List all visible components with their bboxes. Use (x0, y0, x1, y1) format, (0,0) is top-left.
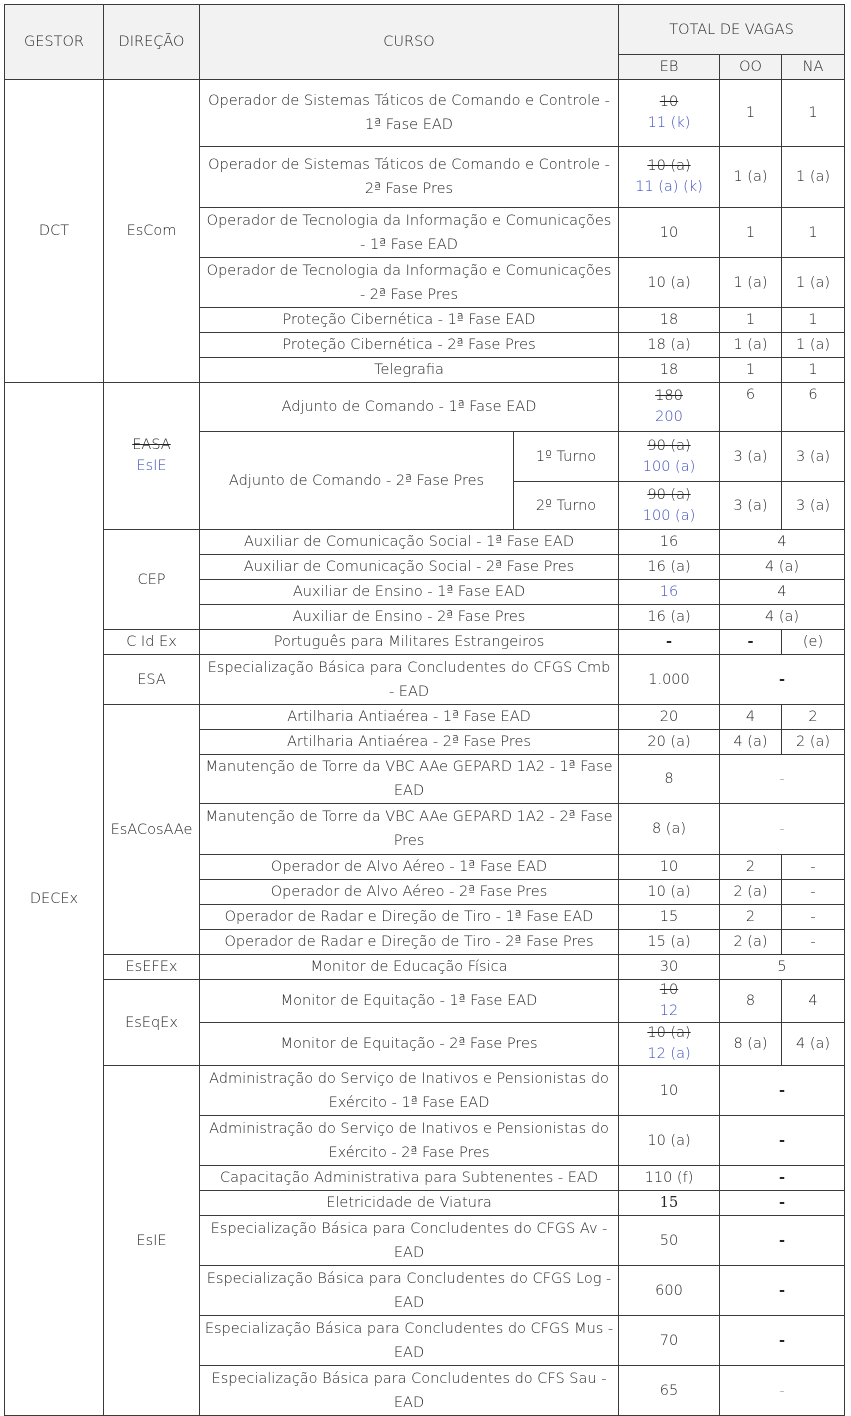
oo-na-cell: - (720, 1166, 845, 1191)
curso-cell: Adjunto de Comando - 1ª Fase EAD (200, 383, 619, 432)
curso-cell: Operador de Tecnologia da Informação e Comunicações - 2ª Fase Pres (200, 258, 619, 308)
eb-cell: 15 (619, 1191, 720, 1216)
oo-na-cell: - (720, 1366, 845, 1416)
eb-old-value: 10 (659, 94, 679, 110)
eb-cell: 70 (619, 1316, 720, 1366)
eb-old-value: 90 (a) (647, 437, 691, 454)
oo-cell: - (720, 630, 782, 655)
curso-cell: Especialização Básica para Concludentes do CFGS Log - EAD (200, 1266, 619, 1316)
turno-cell: 2º Turno (514, 482, 619, 530)
table-row (5, 1066, 845, 1116)
direcao-old-value: EASA (132, 437, 171, 453)
oo-na-cell: 4 (a) (720, 605, 845, 630)
curso-cell: Auxiliar de Comunicação Social - 2ª Fase Pres (200, 555, 619, 580)
eb-cell: 1.000 (619, 655, 720, 705)
curso-cell: Eletricidade de Viatura (200, 1191, 619, 1216)
oo-na-cell: - (720, 1066, 845, 1116)
header-oo: OO (720, 55, 782, 80)
curso-cell: Auxiliar de Ensino - 1ª Fase EAD (200, 580, 619, 605)
na-cell: (e) (782, 630, 845, 655)
curso-cell: Auxiliar de Comunicação Social - 1ª Fase EAD (200, 530, 619, 555)
curso-cell: Proteção Cibernética - 2ª Fase Pres (200, 333, 619, 358)
oo-na-cell: 4 (720, 530, 845, 555)
eb-cell: 16 (a) (619, 555, 720, 580)
oo-cell: 1 (a) (720, 258, 782, 308)
direcao-cell: CEP (104, 530, 200, 630)
na-cell: 6 (782, 383, 845, 432)
curso-cell: Operador de Alvo Aéreo - 2ª Fase Pres (200, 880, 619, 905)
oo-cell: 1 (720, 80, 782, 147)
na-cell: 1 (782, 80, 845, 147)
eb-cell: 8 (a) (619, 804, 720, 855)
eb-new-value: 11 (a) (k) (635, 179, 703, 195)
eb-cell: 10 (619, 1066, 720, 1116)
oo-cell: 3 (a) (720, 432, 782, 482)
eb-cell (619, 580, 720, 605)
curso-cell: Especialização Básica para Concludentes do CFGS Cmb - EAD (200, 655, 619, 705)
header-curso: CURSO (200, 5, 619, 80)
curso-cell: Operador de Tecnologia da Informação e Comunicações - 1ª Fase EAD (200, 208, 619, 258)
header-row-1 (5, 5, 845, 55)
eb-old-value: 10 (a) (647, 1025, 691, 1041)
gestor-cell: DCT (5, 80, 104, 383)
curso-cell: Especialização Básica para Concludentes do CFGS Mus - EAD (200, 1316, 619, 1366)
header-na: NA (782, 55, 845, 80)
na-cell: 3 (a) (782, 432, 845, 482)
direcao-cell: C Id Ex (104, 630, 200, 655)
curso-cell: Monitor de Equitação - 1ª Fase EAD (200, 980, 619, 1023)
oo-cell: 1 (720, 358, 782, 383)
eb-cell: 15 (a) (619, 930, 720, 955)
eb-old-value: 90 (a) (647, 486, 691, 503)
curso-cell: Capacitação Administrativa para Subtenentes - EAD (200, 1166, 619, 1191)
direcao-cell (104, 383, 200, 530)
eb-new-value: 200 (655, 409, 683, 425)
oo-na-cell: 4 (a) (720, 555, 845, 580)
curso-cell: Auxiliar de Ensino - 2ª Fase Pres (200, 605, 619, 630)
curso-cell: Artilharia Antiaérea - 1ª Fase EAD (200, 705, 619, 730)
eb-cell: 20 (619, 705, 720, 730)
oo-cell: 1 (720, 208, 782, 258)
header-direcao: DIREÇÃO (104, 5, 200, 80)
eb-cell (619, 980, 720, 1023)
na-cell: 1 (782, 358, 845, 383)
header-gestor: GESTOR (5, 5, 104, 80)
eb-cell: 50 (619, 1216, 720, 1266)
curso-cell: Operador de Alvo Aéreo - 1ª Fase EAD (200, 855, 619, 880)
curso-cell: Operador de Radar e Direção de Tiro - 2ª Fase Pres (200, 930, 619, 955)
turno-cell: 1º Turno (514, 432, 619, 482)
eb-cell: 30 (619, 955, 720, 980)
curso-cell: Adjunto de Comando - 2ª Fase Pres (200, 432, 514, 530)
table-row (5, 980, 845, 1023)
oo-na-cell: - (720, 755, 845, 804)
header-total-vagas: TOTAL DE VAGAS (619, 5, 845, 55)
na-cell: 1 (a) (782, 333, 845, 358)
curso-cell: Artilharia Antiaérea - 2ª Fase Pres (200, 730, 619, 755)
curso-cell: Monitor de Educação Física (200, 955, 619, 980)
eb-old-value: 180 (655, 388, 683, 404)
na-cell: 3 (a) (782, 482, 845, 530)
eb-new-value: 100 (a) (642, 458, 696, 475)
eb-cell: 10 (a) (619, 258, 720, 308)
oo-na-cell: - (720, 655, 845, 705)
oo-cell: 6 (720, 383, 782, 432)
oo-na-cell: 4 (720, 580, 845, 605)
eb-cell (619, 1023, 720, 1066)
eb-cell: 8 (619, 755, 720, 804)
eb-cell: 16 (619, 530, 720, 555)
curso-cell: Proteção Cibernética - 1ª Fase EAD (200, 308, 619, 333)
eb-cell: 10 (619, 208, 720, 258)
curso-cell: Manutenção de Torre da VBC AAe GEPARD 1A2 - 1ª Fase EAD (200, 755, 619, 804)
na-cell: 2 (782, 705, 845, 730)
oo-na-cell: - (720, 1116, 845, 1166)
oo-cell: 1 (720, 308, 782, 333)
eb-cell: 10 (a) (619, 880, 720, 905)
eb-old-value: 10 (659, 982, 679, 998)
eb-new-value: 100 (a) (642, 507, 696, 524)
direcao-cell: EsCom (104, 80, 200, 383)
na-cell: 4 (782, 980, 845, 1023)
oo-na-cell: - (720, 1216, 845, 1266)
na-cell: - (782, 880, 845, 905)
eb-cell: 20 (a) (619, 730, 720, 755)
table-row (5, 80, 845, 147)
eb-new-value: 16 (659, 584, 679, 600)
curso-cell: Manutenção de Torre da VBC AAe GEPARD 1A2 - 2ª Fase Pres (200, 804, 619, 855)
eb-new-value: 12 (659, 1003, 679, 1019)
oo-na-cell: 5 (720, 955, 845, 980)
oo-cell: 1 (a) (720, 333, 782, 358)
oo-na-cell: - (720, 1266, 845, 1316)
curso-cell: Monitor de Equitação - 2ª Fase Pres (200, 1023, 619, 1066)
na-cell: - (782, 855, 845, 880)
table-row (5, 705, 845, 730)
curso-cell: Especialização Básica para Concludentes do CFS Sau - EAD (200, 1366, 619, 1416)
curso-cell: Operador de Sistemas Táticos de Comando e Controle - 1ª Fase EAD (200, 80, 619, 147)
eb-cell: 18 (619, 308, 720, 333)
oo-cell: 2 (720, 905, 782, 930)
curso-cell: Operador de Sistemas Táticos de Comando e Controle - 2ª Fase Pres (200, 147, 619, 208)
eb-cell: 600 (619, 1266, 720, 1316)
oo-cell: 2 (a) (720, 930, 782, 955)
oo-cell: 4 (720, 705, 782, 730)
table-row (5, 383, 845, 432)
oo-na-cell: - (720, 1191, 845, 1216)
curso-cell: Especialização Básica para Concludentes do CFGS Av - EAD (200, 1216, 619, 1266)
oo-na-cell: - (720, 1316, 845, 1366)
na-cell: 1 (782, 308, 845, 333)
vagas-table-container (4, 4, 845, 1416)
direcao-cell: EsEqEx (104, 980, 200, 1066)
oo-cell: 3 (a) (720, 482, 782, 530)
table-row (5, 955, 845, 980)
na-cell: 1 (a) (782, 147, 845, 208)
direcao-cell: ESA (104, 655, 200, 705)
oo-cell: 2 (a) (720, 880, 782, 905)
curso-cell: Administração do Serviço de Inativos e Pensionistas do Exército - 2ª Fase Pres (200, 1116, 619, 1166)
eb-cell: 10 (a) (619, 1116, 720, 1166)
vagas-table (4, 4, 845, 1416)
eb-cell (619, 432, 720, 482)
curso-cell: Telegrafia (200, 358, 619, 383)
oo-na-cell: - (720, 804, 845, 855)
curso-cell: Administração do Serviço de Inativos e Pensionistas do Exército - 1ª Fase EAD (200, 1066, 619, 1116)
eb-cell (619, 383, 720, 432)
table-row (5, 530, 845, 555)
eb-new-value: 12 (a) (647, 1046, 691, 1062)
eb-cell: 16 (a) (619, 605, 720, 630)
direcao-new-value: EsIE (136, 458, 167, 474)
curso-cell: Operador de Radar e Direção de Tiro - 1ª Fase EAD (200, 905, 619, 930)
eb-cell (619, 482, 720, 530)
na-cell: 1 (782, 208, 845, 258)
direcao-cell: EsIE (104, 1066, 200, 1416)
eb-cell: 18 (a) (619, 333, 720, 358)
table-row (5, 655, 845, 705)
direcao-cell: EsACosAAe (104, 705, 200, 955)
na-cell: - (782, 905, 845, 930)
oo-cell: 2 (720, 855, 782, 880)
oo-cell: 4 (a) (720, 730, 782, 755)
eb-cell: 10 (619, 855, 720, 880)
eb-cell: 15 (619, 905, 720, 930)
gestor-cell: DECEx (5, 383, 104, 1416)
direcao-cell: EsEFEx (104, 955, 200, 980)
oo-cell: 8 (720, 980, 782, 1023)
eb-old-value: 10 (a) (647, 158, 691, 174)
na-cell: 4 (a) (782, 1023, 845, 1066)
eb-cell (619, 80, 720, 147)
na-cell: 1 (a) (782, 258, 845, 308)
table-row (5, 630, 845, 655)
oo-cell: 8 (a) (720, 1023, 782, 1066)
curso-cell: Português para Militares Estrangeiros (200, 630, 619, 655)
eb-cell: 110 (f) (619, 1166, 720, 1191)
eb-cell (619, 147, 720, 208)
na-cell: 2 (a) (782, 730, 845, 755)
eb-new-value: 11 (k) (647, 115, 691, 131)
header-eb: EB (619, 55, 720, 80)
eb-cell: 65 (619, 1366, 720, 1416)
eb-cell: - (619, 630, 720, 655)
eb-cell: 18 (619, 358, 720, 383)
na-cell: - (782, 930, 845, 955)
oo-cell: 1 (a) (720, 147, 782, 208)
